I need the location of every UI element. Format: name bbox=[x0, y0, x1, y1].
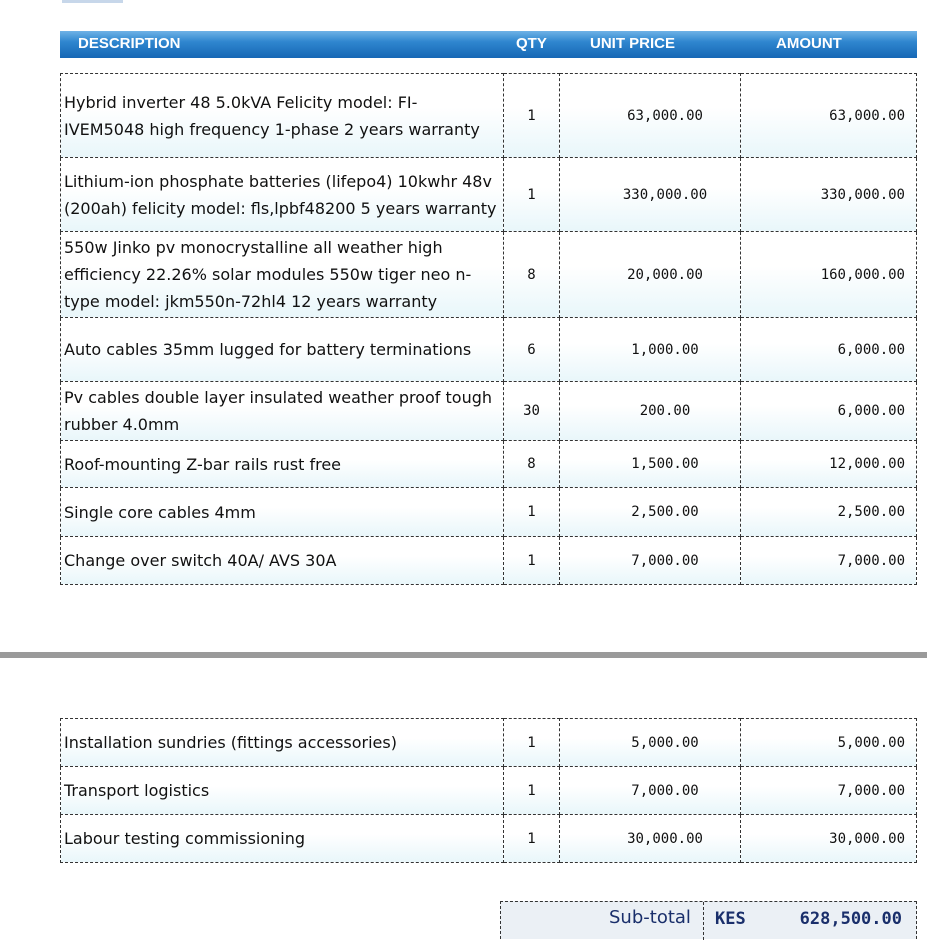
table-row bbox=[61, 488, 917, 537]
header-qty: QTY bbox=[516, 35, 547, 52]
table-row bbox=[61, 767, 917, 815]
subtotal-label: Sub-total bbox=[609, 907, 691, 928]
item-description: Auto cables 35mm lugged for battery terminations bbox=[61, 318, 504, 382]
item-qty: 1 bbox=[504, 537, 560, 585]
header-unit-price: UNIT PRICE bbox=[590, 35, 676, 52]
item-amount: 6,000.00 bbox=[741, 382, 917, 441]
item-description: Roof-mounting Z-bar rails rust free bbox=[61, 441, 504, 488]
item-amount: 160,000.00 bbox=[741, 232, 917, 318]
item-qty: 8 bbox=[504, 232, 560, 318]
item-description: Single core cables 4mm bbox=[61, 488, 504, 537]
item-amount: 6,000.00 bbox=[741, 318, 917, 382]
item-amount: 330,000.00 bbox=[741, 158, 917, 232]
item-qty: 8 bbox=[504, 441, 560, 488]
item-unit-price: 330,000.00 bbox=[560, 158, 741, 232]
table-row bbox=[61, 441, 917, 488]
service-description: Labour testing commissioning bbox=[61, 815, 504, 863]
item-unit-price: 200.00 bbox=[560, 382, 741, 441]
item-amount: 2,500.00 bbox=[741, 488, 917, 537]
item-unit-price: 20,000.00 bbox=[560, 232, 741, 318]
table-row bbox=[61, 719, 917, 767]
item-amount: 7,000.00 bbox=[741, 537, 917, 585]
section-divider bbox=[0, 652, 927, 658]
table-row bbox=[61, 537, 917, 585]
table-row bbox=[61, 232, 917, 318]
service-unit-price: 7,000.00 bbox=[560, 767, 741, 815]
service-unit-price: 5,000.00 bbox=[560, 719, 741, 767]
header-description: DESCRIPTION bbox=[78, 35, 181, 52]
item-qty: 6 bbox=[504, 318, 560, 382]
services-table bbox=[60, 718, 917, 863]
item-unit-price: 1,000.00 bbox=[560, 318, 741, 382]
service-qty: 1 bbox=[504, 719, 560, 767]
item-description: 550w Jinko pv monocrystalline all weather high efficiency 22.26% solar modules 550w tiger neo n-type model: jkm550n-72hl4 12 years warranty bbox=[61, 232, 504, 318]
table-header bbox=[60, 31, 917, 58]
service-unit-price: 30,000.00 bbox=[560, 815, 741, 863]
service-amount: 5,000.00 bbox=[741, 719, 917, 767]
table-row bbox=[61, 815, 917, 863]
service-qty: 1 bbox=[504, 815, 560, 863]
table-row bbox=[61, 158, 917, 232]
table-row bbox=[61, 74, 917, 158]
service-amount: 7,000.00 bbox=[741, 767, 917, 815]
item-qty: 1 bbox=[504, 158, 560, 232]
item-qty: 30 bbox=[504, 382, 560, 441]
service-qty: 1 bbox=[504, 767, 560, 815]
item-description: Lithium-ion phosphate batteries (lifepo4) 10kwhr 48v (200ah) felicity model: fls,lpbf48200 5 years warranty bbox=[61, 158, 504, 232]
items-table bbox=[60, 73, 917, 585]
service-description: Installation sundries (fittings accessories) bbox=[61, 719, 504, 767]
item-qty: 1 bbox=[504, 74, 560, 158]
item-description: Pv cables double layer insulated weather proof tough rubber 4.0mm bbox=[61, 382, 504, 441]
item-unit-price: 7,000.00 bbox=[560, 537, 741, 585]
top-tab-marker bbox=[62, 0, 123, 3]
table-row bbox=[61, 382, 917, 441]
subtotal-value: 628,500.00 bbox=[799, 909, 902, 929]
item-description: Hybrid inverter 48 5.0kVA Felicity model: FI-IVEM5048 high frequency 1-phase 2 years warranty bbox=[61, 74, 504, 158]
item-amount: 63,000.00 bbox=[741, 74, 917, 158]
item-unit-price: 2,500.00 bbox=[560, 488, 741, 537]
item-qty: 1 bbox=[504, 488, 560, 537]
item-description: Change over switch 40A/ AVS 30A bbox=[61, 537, 504, 585]
item-unit-price: 63,000.00 bbox=[560, 74, 741, 158]
service-amount: 30,000.00 bbox=[741, 815, 917, 863]
subtotal-box bbox=[500, 901, 917, 939]
subtotal-separator bbox=[703, 902, 704, 940]
item-amount: 12,000.00 bbox=[741, 441, 917, 488]
table-row bbox=[61, 318, 917, 382]
header-amount: AMOUNT bbox=[776, 35, 842, 52]
item-unit-price: 1,500.00 bbox=[560, 441, 741, 488]
subtotal-currency: KES bbox=[715, 909, 746, 929]
service-description: Transport logistics bbox=[61, 767, 504, 815]
